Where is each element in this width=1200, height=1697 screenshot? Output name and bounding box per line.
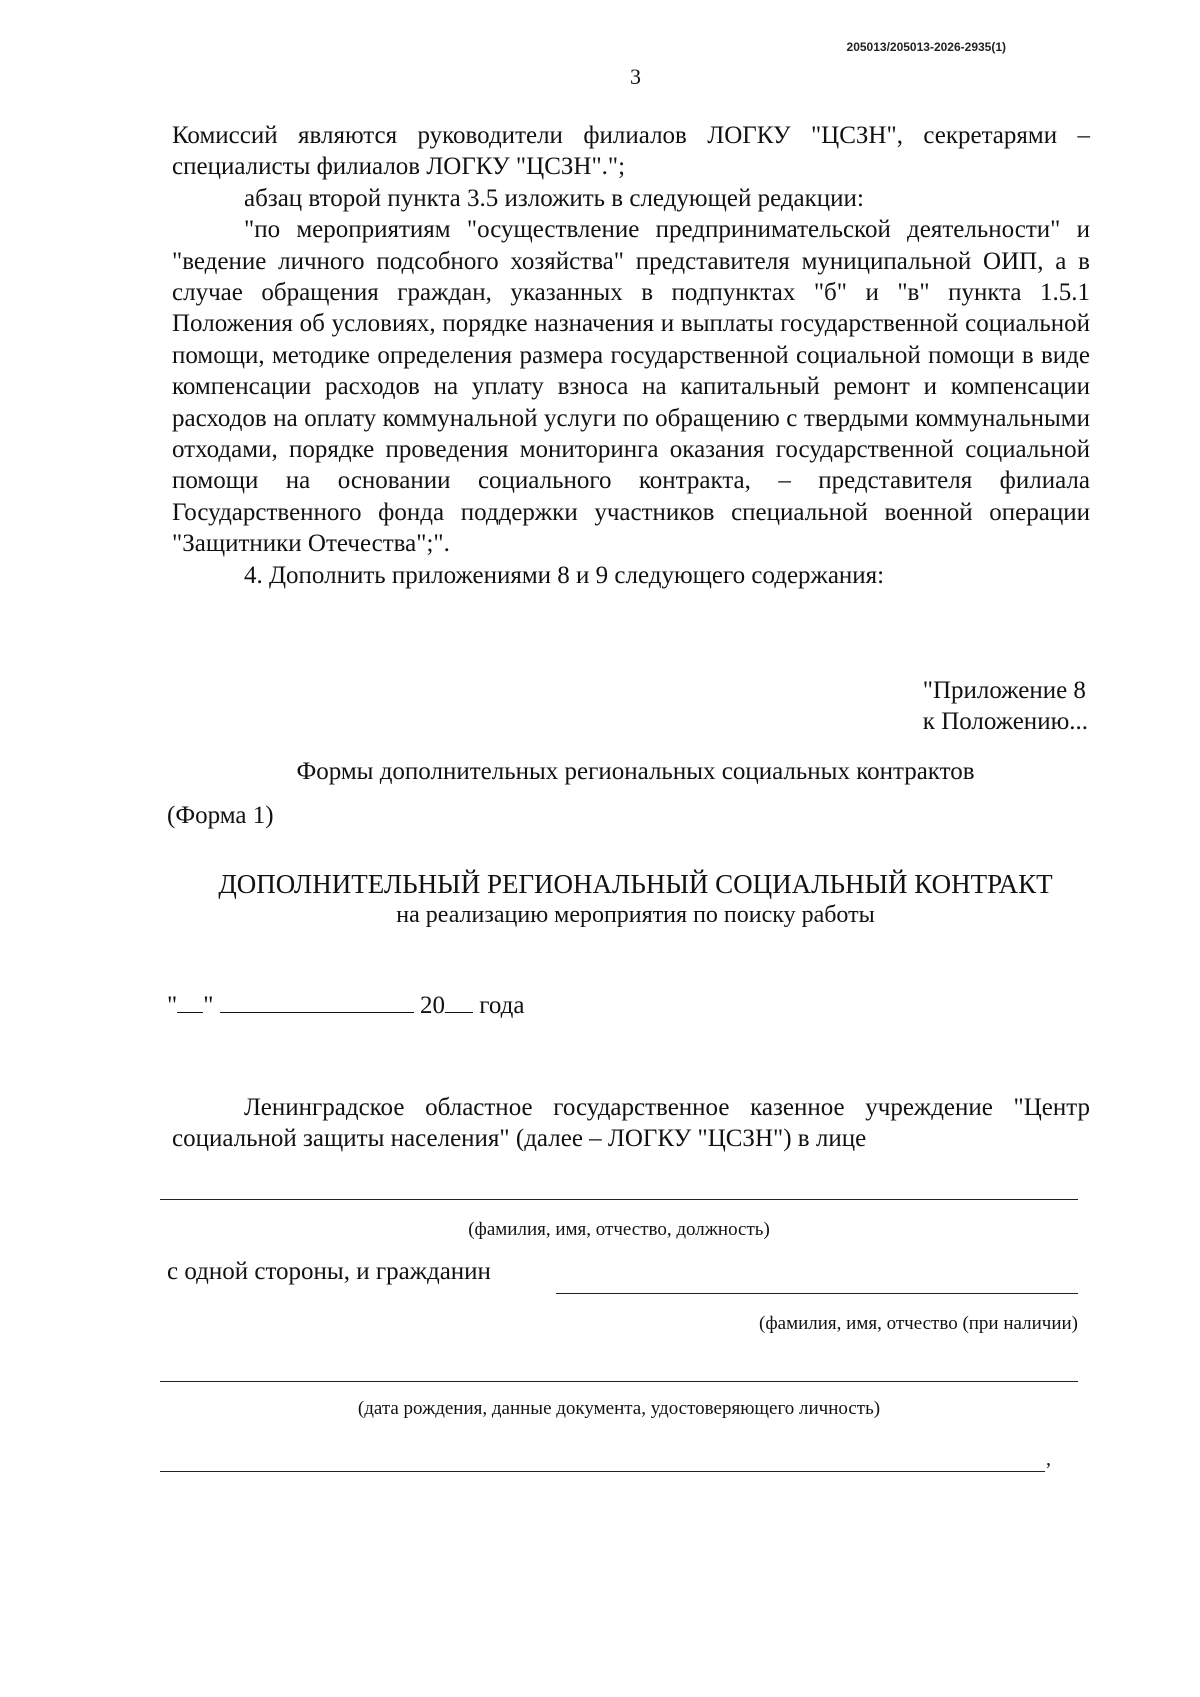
date-quote-open: "	[167, 992, 178, 1019]
month-blank	[220, 992, 414, 1013]
party-text: с одной стороны, и гражданин	[167, 1258, 491, 1285]
official-name-line	[160, 1199, 1078, 1200]
attachment-title: "Приложение 8	[922, 677, 1086, 704]
document-id: 205013/205013-2026-2935(1)	[846, 40, 1006, 54]
trailing-comma: ,	[1046, 1448, 1051, 1470]
contract-subtitle: на реализацию мероприятия по поиску работы	[396, 902, 875, 928]
attachment-reference	[923, 675, 1088, 737]
forms-title: Формы дополнительных региональных социальных контрактов	[296, 758, 975, 785]
citizen-caption: (фамилия, имя, отчество (при наличии)	[759, 1313, 1078, 1334]
date-line	[167, 990, 524, 1021]
birth-caption: (дата рождения, данные документа, удостоверяющего личность)	[357, 1398, 881, 1419]
form-label: (Форма 1)	[167, 802, 274, 829]
paragraph-clause-3-5: абзац второй пункта 3.5 изложить в следующей редакции:	[244, 184, 864, 212]
year-prefix: 20	[419, 992, 445, 1019]
date-quote-close: "	[203, 992, 214, 1019]
page-number: 3	[630, 64, 641, 89]
paragraph-commission: Комиссий являются руководители филиалов ЛОГКУ "ЦСЗН", секретарями – специалисты филиалов ЛОГКУ "ЦСЗН".";	[172, 122, 1090, 181]
body-text	[172, 120, 1090, 591]
extra-data-line	[160, 1471, 1045, 1472]
year-blank	[445, 992, 473, 1013]
birth-data-line	[160, 1381, 1078, 1382]
official-caption: (фамилия, имя, отчество, должность)	[468, 1219, 770, 1240]
organization-text	[172, 1092, 1090, 1155]
citizen-name-line	[556, 1293, 1078, 1294]
contract-title: ДОПОЛНИТЕЛЬНЫЙ РЕГИОНАЛЬНЫЙ СОЦИАЛЬНЫЙ КОНТРАКТ	[218, 869, 1053, 899]
paragraph-activities: "по мероприятиям "осуществление предпринимательской деятельности" и "ведение личного подсобного хозяйства" представителя муниципальной ОИП, а в случае обращения граждан, указанных в подпунктах "б" и "в" пункта 1.5.1 Положения об условиях, порядке назначения и выплаты государственной социальной помощи, методике определения размера государственной социальной помощи в виде компенсации расходов на уплату взноса на капитальный ремонт и компенсации расходов на оплату коммунальной услуги по обращению с твердыми коммунальными отходами, порядке проведения мониторинга оказания государственной социальной помощи на основании социального контракта, – представителя филиала Государственного фонда поддержки участников специальной военной операции "Защитники Отечества";".	[172, 216, 1090, 558]
day-blank	[177, 992, 203, 1013]
attachment-subtitle: к Положению...	[922, 708, 1088, 735]
organization-paragraph: Ленинградское областное государственное казенное учреждение "Центр социальной защиты населения" (далее – ЛОГКУ "ЦСЗН") в лице	[172, 1094, 1090, 1153]
paragraph-add-attachments: 4. Дополнить приложениями 8 и 9 следующего содержания:	[244, 561, 885, 589]
year-suffix: года	[479, 992, 525, 1019]
